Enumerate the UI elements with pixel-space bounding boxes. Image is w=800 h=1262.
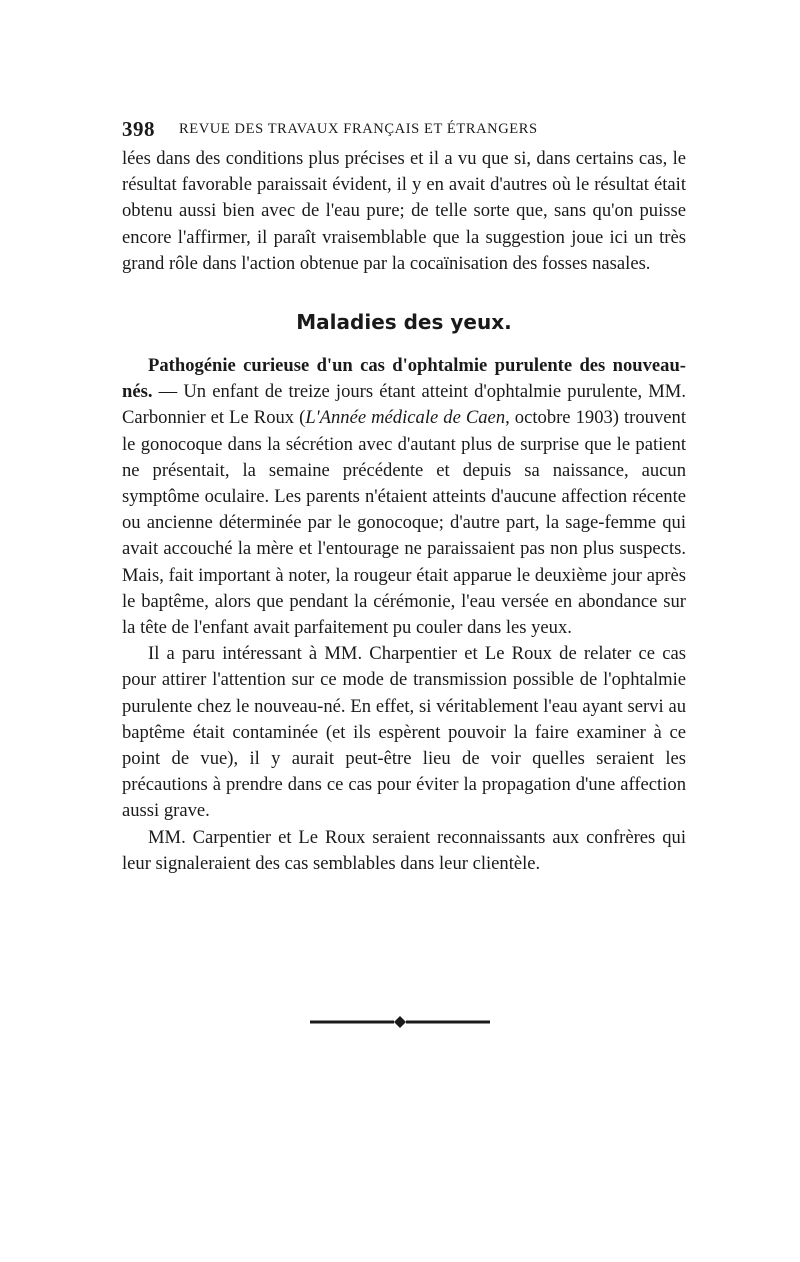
page-header (122, 112, 686, 146)
intro-paragraph: lées dans des conditions plus précises et il a vu que si, dans certains cas, le résultat favorable paraissait évident, il y en avait d'autres où le résultat était obtenu aussi bien avec de l'eau pure; de telle sorte que, sans qu'on puisse encore l'affirmer, il paraît vraisemblable que la suggestion joue ici un très grand rôle dans l'action obtenue par la cocaïnisation des fosses nasales. (122, 148, 686, 274)
article-paragraph-3: MM. Carpentier et Le Roux seraient reconnaissants aux confrères qui leur signaleraient des cas semblables dans leur clientèle. (122, 826, 686, 874)
paragraph-1-text-a: — Un enfant de treize jours étant atteint d'ophtalmie purulente, MM. Carbonnier et Le Roux ( (122, 381, 686, 429)
section-title: Maladies des yeux. (296, 310, 512, 335)
body-text (122, 146, 686, 877)
end-ornament-icon (310, 1014, 490, 1030)
paragraph-1-text-b: , octobre 1903) trouvent le gonocoque dans la sécrétion avec d'autant plus de surprise que le patient ne présentait, la semaine précédente et depuis sa naissance, aucun symptôme oculaire. Les parents n'étaient atteints d'aucune affection récente ou ancienne déterminée par le gonocoque; d'autre part, la sage-femme qui avait accouché la mère et l'entourage ne paraissaient pas non plus suspects. Mais, fait important à noter, la rougeur était apparue le deuxième jour après le baptême, alors que pendant la cérémonie, l'eau versée en abondance sur la tête de l'enfant avait parfaitement pu couler dans les yeux. (122, 407, 686, 639)
journal-citation: L'Année médicale de Caen (305, 407, 506, 429)
page-number: 398 (122, 116, 155, 141)
article-heading: Pathogénie curieuse d'un cas d'ophtalmie purulente des nouveau-nés. (122, 355, 686, 403)
article-paragraph-1 (122, 353, 686, 641)
running-head: REVUE DES TRAVAUX FRANÇAIS ET ÉTRANGERS (179, 120, 538, 137)
article-paragraph-2: Il a paru intéressant à MM. Charpentier et Le Roux de relater ce cas pour attirer l'attention sur ce mode de transmission possible de l'ophtalmie purulente chez le nouveau-né. En effet, si véritablement l'eau ayant servi au baptême était contaminée (et ils espèrent pouvoir la faire examiner à ce point de vue), il y aurait peut-être lieu de voir quelles seraient les précautions à prendre dans ce cas pour éviter la propagation d'une affection aussi grave. (122, 643, 686, 822)
